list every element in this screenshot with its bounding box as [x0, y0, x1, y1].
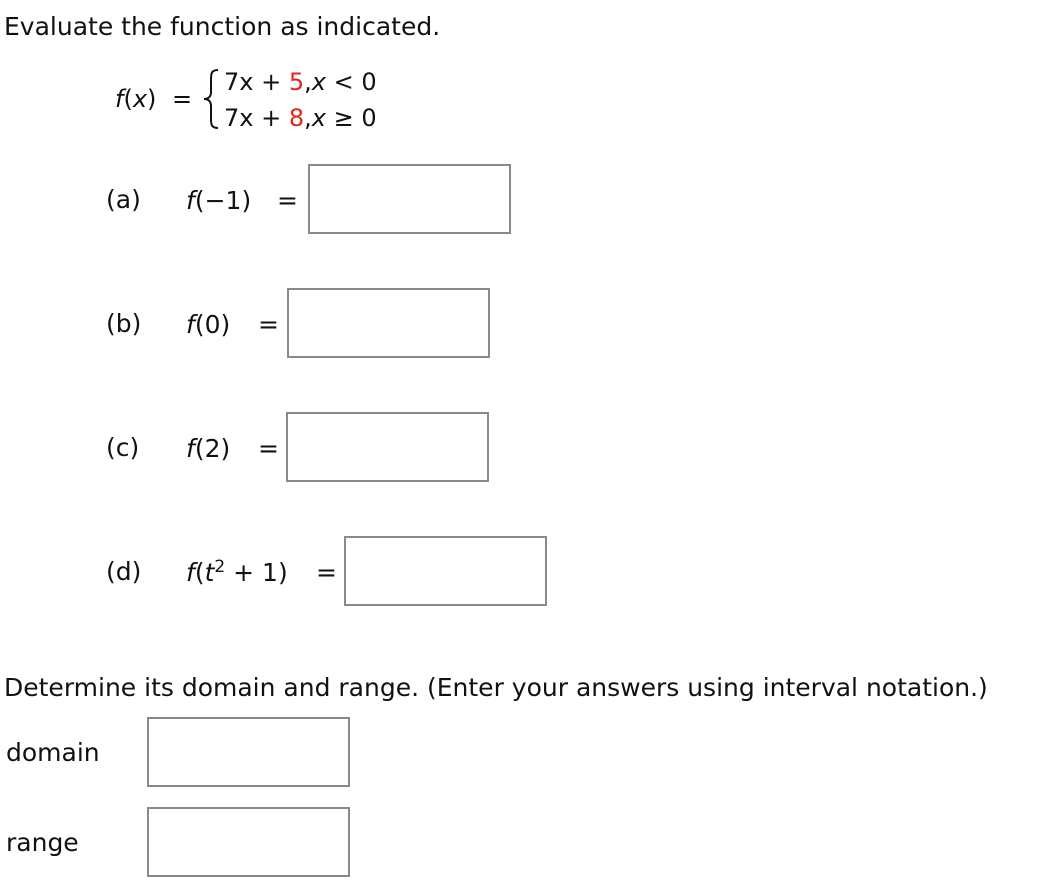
- function-variable: x: [132, 85, 148, 113]
- part-a-paren-open: (: [194, 186, 205, 215]
- domain-range-instruction: Determine its domain and range. (Enter your answers using interval notation.): [4, 673, 988, 702]
- piece-1-coef: 7x: [224, 68, 254, 96]
- part-a-paren-close: ): [241, 186, 252, 215]
- domain-label: domain: [6, 738, 100, 767]
- left-brace-icon: [201, 68, 223, 130]
- part-d-arg-exponent: 2: [214, 557, 226, 577]
- part-c-func: f: [186, 434, 195, 463]
- piece-2-condition: ≥ 0: [325, 104, 377, 132]
- piece-2-plus: +: [253, 104, 289, 132]
- function-piece-1: [224, 70, 377, 94]
- part-d-label: (d): [106, 557, 142, 586]
- piece-1-plus: +: [253, 68, 289, 96]
- piece-1-var: x: [311, 68, 326, 96]
- part-d-arg-rest: + 1: [225, 558, 278, 587]
- range-answer-input[interactable]: [147, 807, 350, 877]
- part-a-func: f: [186, 186, 195, 215]
- part-d-func: f: [186, 558, 195, 587]
- domain-answer-input[interactable]: [147, 717, 350, 787]
- part-b-label: (b): [106, 309, 142, 338]
- part-b-answer-input[interactable]: [287, 288, 490, 358]
- part-a-label: (a): [106, 185, 141, 214]
- part-c-answer-input[interactable]: [286, 412, 489, 482]
- part-b-equals: =: [258, 310, 279, 339]
- part-d-answer-input[interactable]: [344, 536, 547, 606]
- piece-2-constant: 8: [288, 104, 305, 132]
- part-b-paren-close: ): [220, 310, 231, 339]
- part-c-equals: =: [258, 434, 279, 463]
- part-a-answer-input[interactable]: [308, 164, 511, 234]
- function-piece-2: [224, 106, 377, 130]
- piece-1-condition: < 0: [325, 68, 377, 96]
- instruction-text: Evaluate the function as indicated.: [4, 12, 441, 41]
- part-d-expression: [186, 557, 288, 587]
- function-equals: =: [172, 85, 193, 113]
- part-d-paren-close: ): [277, 558, 288, 587]
- piece-2-var: x: [311, 104, 326, 132]
- part-b-arg: 0: [204, 310, 221, 339]
- part-a-expression: [186, 188, 251, 213]
- part-c-paren-open: (: [194, 434, 205, 463]
- part-b-func: f: [186, 310, 195, 339]
- part-c-paren-close: ): [220, 434, 231, 463]
- part-c-expression: [186, 436, 230, 461]
- function-lhs: f(x) =: [115, 85, 193, 113]
- piece-1-separator: ,: [304, 68, 312, 96]
- piece-1-constant: 5: [288, 68, 305, 96]
- part-a-equals: =: [277, 186, 298, 215]
- part-c-arg: 2: [204, 434, 221, 463]
- part-a-arg: −1: [204, 186, 242, 215]
- part-d-arg-var: t: [204, 558, 215, 587]
- function-name: f: [115, 85, 124, 113]
- piece-2-coef: 7x: [224, 104, 254, 132]
- part-c-label: (c): [106, 433, 140, 462]
- range-label: range: [6, 828, 79, 857]
- part-b-paren-open: (: [194, 310, 205, 339]
- part-d-equals: =: [316, 558, 337, 587]
- part-b-expression: [186, 312, 230, 337]
- part-d-paren-open: (: [194, 558, 205, 587]
- piece-2-separator: ,: [304, 104, 312, 132]
